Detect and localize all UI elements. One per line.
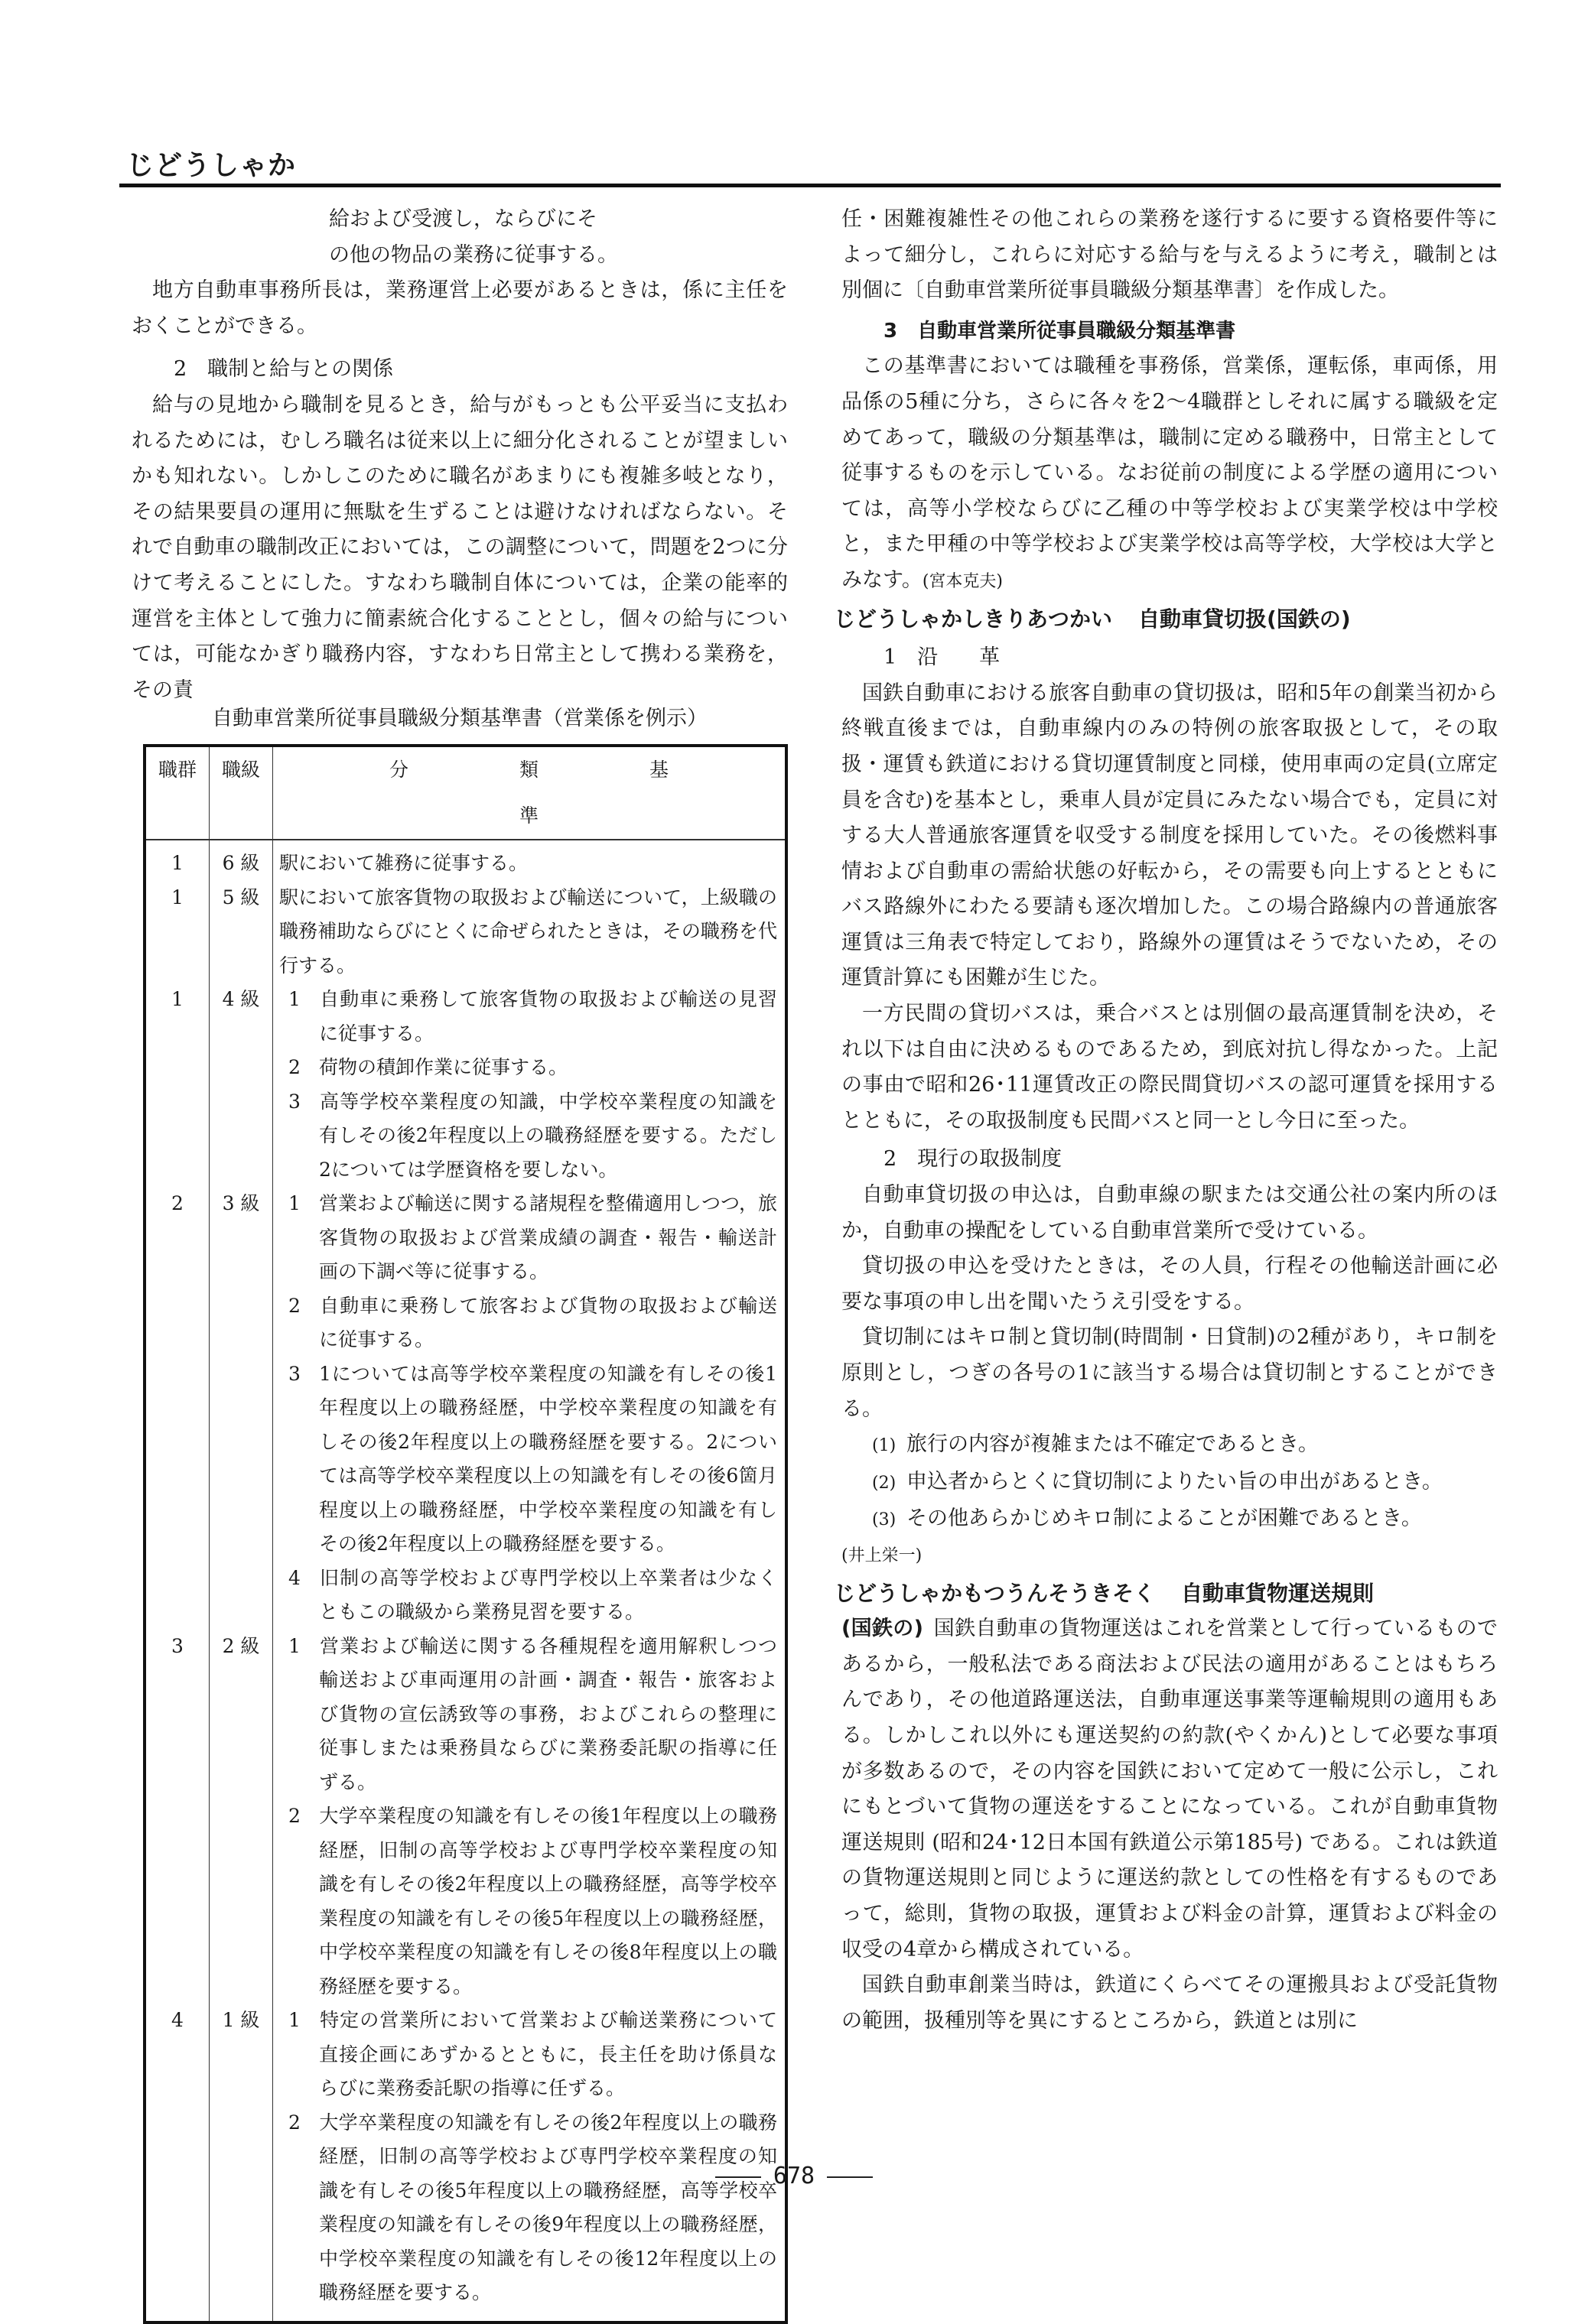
criteria-number: 2 [288, 1805, 301, 1827]
right-column [834, 202, 1498, 2039]
paragraph: 給与の見地から職制を見るとき，給与がもっとも公平妥当に支払われるためには，むしろ職名は従来以上に細分化されることが望ましいかも知れない。しかしこのために職名があまりにも複雑多岐となり，その結果要員の運用に無駄を生ずることは避けなければならない。それで自動車の職制改正においては，この調整について，問題を2つに分けて考えることにした。すなわち職制自体については，企業の能率的運営を主体として強力に簡素統合化することとし，個々の給与については，可能なかぎり職務内容，すなわち日常主として携わる業務を，その責 [132, 392, 788, 702]
table-row [145, 983, 786, 1187]
page-number [0, 2163, 1588, 2189]
criteria-text: 駅において雑務に従事する。 [279, 852, 529, 874]
page-number-text: 678 [773, 2163, 815, 2189]
cell-criteria [273, 1630, 787, 2004]
cell-criteria [273, 840, 787, 881]
list-item [841, 1464, 1498, 1502]
entry-keyword: 自動車貨物運送規則 [1181, 1580, 1375, 1606]
criteria-item [279, 1051, 777, 1085]
cell-group: 1 [145, 983, 210, 1187]
criteria-item [279, 1187, 777, 1289]
criteria-text: 営業および輸送に関する諸規程を整備適用しつつ，旅客貨物の取扱および営業成績の調査・報告・輸送計画の下調べ等に従事する。 [319, 1192, 778, 1282]
dash-rule [827, 2176, 873, 2178]
continued-line-1: 給および受渡し，ならびにそ [329, 207, 597, 231]
criteria-text: 営業および輸送に関する各種規程を適用解釈しつつ輸送および車両運用の計画・調査・報告・旅客および貨物の宣伝誘致等の事務，およびこれらの整理に従事しまたは乗務員ならびに業務委託駅の指導に任ずる。 [319, 1634, 777, 1793]
continued-line-2: の他の物品の業務に従事する。 [329, 242, 618, 267]
criteria-number: 4 [288, 1566, 301, 1589]
list-item [841, 1427, 1498, 1464]
criteria-item [279, 1085, 777, 1188]
section-heading: 2 職制と給与との関係 [174, 357, 394, 382]
entry-keyword: 自動車貸切扱(国鉄の) [1138, 606, 1351, 632]
criteria-text: 1については高等学校卒業程度の知識を有しその後1年程度以上の職務経歴，中学校卒業程度の知識を有しその後2年程度以上の職務経歴を要する。2については高等学校卒業程度以上の知識を有しその後6箇月程度以上の職務経歴，中学校卒業程度の知識を有しその後2年程度以上の職務経歴を要する。 [319, 1362, 777, 1555]
dictionary-entry-heading [834, 602, 1498, 638]
criteria-text: 旧制の高等学校および専門学校以上卒業者は少なくともこの職級から業務見習を要する。 [319, 1566, 777, 1623]
cell-group: 1 [145, 881, 210, 983]
cell-grade: 4 級 [210, 983, 273, 1187]
cell-grade: 6 級 [210, 840, 273, 881]
criteria-item [279, 847, 777, 881]
criteria-text: 駅において旅客貨物の取扱および輸送について，上級職の職務補助ならびにとくに命ぜられたときは，その職務を代行する。 [279, 886, 777, 977]
criteria-number: 1 [288, 2009, 301, 2031]
header-criteria [273, 746, 787, 840]
table-body [145, 840, 786, 2322]
running-header: じどうしゃか [126, 150, 297, 181]
paragraph: 一方民間の貸切バスは，乗合バスとは別個の最高運賃制を決め，それ以下は自由に決めるものであるため，到底対抗し得なかった。上記の事由で昭和26･11運賃改正の際民間貸切バスの認可運賃を採用するとともに，その取扱制度も民間バスと同一とし今日に至った。 [841, 1002, 1498, 1133]
paragraph [841, 1611, 1498, 1968]
paragraph: 貸切扱の申込を受けたときは，その人員，行程その他輸送計画に必要な事項の申し出を聞いたうえ引受をする。 [841, 1254, 1498, 1314]
list-text: 旅行の内容が複雑または不確定であるとき。 [906, 1432, 1319, 1457]
criteria-number: 1 [288, 1192, 301, 1214]
paragraph: 貸切制にはキロ制と貸切制(時間制・日貸制)の2種があり，キロ制を原則とし，つぎの各号の1に該当する場合は貸切制とすることができる。 [841, 1325, 1498, 1421]
criteria-number: 2 [288, 1294, 301, 1317]
table-row [145, 1187, 786, 1630]
dictionary-entry-heading [834, 1576, 1498, 1612]
cell-grade: 1 級 [210, 2004, 273, 2322]
list-number: (2) [872, 1473, 897, 1493]
criteria-item [279, 1630, 777, 1800]
author-credit: (井上栄一) [841, 1546, 923, 1565]
paragraph-text: 国鉄自動車の貨物運送はこれを営業として行っているものであるから，一般私法である商法および民法の適用があることはもちろんであり，その他道路運送法，自動車運送事業等運輸規則の適用もある。しかしこれ以外にも運送契約の約款(やくかん)として必要な事項が多数あるので，その内容を国鉄において定めて一般に公示し，これにもとづいて貨物の運送をすることになっている。これが自動車貨物運送規則 (昭和24･12日本国有鉄道公示第185号) である。これは鉄道の貨物運送規則と同じように運送約款としての性格を有するものであって，総則，貨物の取扱，運賃および料金の計算，運賃および料金の収受の4章から構成されている。 [841, 1617, 1498, 1962]
criteria-item [279, 983, 777, 1051]
paragraph: 地方自動車事務所長は，業務運営上必要があるときは，係に主任をおくことができる。 [132, 278, 788, 338]
cell-group: 3 [145, 1630, 210, 2004]
table-row [145, 840, 786, 881]
criteria-number: 3 [288, 1362, 301, 1385]
header-grade: 職級 [210, 746, 273, 840]
subsection-heading: 2 現行の取扱制度 [883, 1147, 1062, 1172]
criteria-item [279, 881, 777, 983]
header-criteria-char: 分 [389, 759, 408, 781]
paragraph: 任・困難複雑性その他これらの業務を遂行するに要する資格要件等によって細分し，これらに対応する給与を与えるように考え，職制とは別個に〔自動車営業所従事員職級分類基準書〕を作成した。 [841, 207, 1498, 303]
cell-criteria [273, 983, 787, 1187]
paragraph: 国鉄自動車創業当時は，鉄道にくらべてその運搬具および受託貨物の範囲，扱種別等を異にするところから，鉄道とは別に [841, 1973, 1498, 2033]
subsection-heading: 1 沿 革 [883, 645, 1001, 670]
list-number: (3) [872, 1510, 897, 1530]
criteria-item [279, 1799, 777, 2004]
criteria-text: 特定の営業所において営業および輸送業務について直接企画にあずかるとともに，長主任を助け係員ならびに業務委託駅の指導に任ずる。 [319, 2009, 777, 2099]
dash-rule [715, 2176, 761, 2178]
left-column [132, 202, 788, 708]
paragraph-text: この基準書においては職種を事務係，営業係，運転係，車両係，用品係の5種に分ち，さらに各々を2～4職群としそれに属する職級を定めてあって，職級の分類基準は，職制に定める職務中，日常主として従事するものを示している。なお従前の制度による学歴の適用については，高等小学校ならびに乙種の中等学校および実業学校は中学校と，また甲種の中等学校および実業学校は高等学校，大学校は大学とみなす。 [841, 354, 1498, 592]
table-row [145, 1630, 786, 2004]
cell-grade: 2 級 [210, 1630, 273, 2004]
criteria-item [279, 1562, 777, 1630]
cell-group: 2 [145, 1187, 210, 1630]
section-heading: 3 自動車営業所従事員職級分類基準書 [883, 319, 1236, 343]
criteria-text: 自動車に乗務して旅客貨物の取扱および輸送の見習に従事する。 [319, 988, 777, 1045]
criteria-item [279, 1357, 777, 1562]
paragraph: 国鉄自動車における旅客自動車の貸切扱は，昭和5年の創業当初から終戦直後までは，自動車線内のみの特例の旅客取扱として，その取扱・運賃も鉄道における貸切運賃制度と同様，使用車両の定員(立席定員を含む)を基本とし，乗車人員が定員にみたない場合でも，定員に対する大人普通旅客運賃を収受する制度を採用していた。その後燃料事情および自動車の需給状態の好転から，その需要も向上するとともにバス路線外にわたる要請も逐次増加した。この場合路線内の普通旅客運賃は三角表で特定しており，路線外の運賃はそうでないため，その運賃計算にも困難が生じた。 [841, 681, 1498, 990]
header-criteria-char: 類 [519, 759, 539, 781]
cell-criteria [273, 881, 787, 983]
cell-group: 4 [145, 2004, 210, 2322]
criteria-text: 荷物の積卸作業に従事する。 [319, 1056, 568, 1078]
header-criteria-char: 準 [519, 804, 539, 827]
criteria-number: 1 [288, 988, 301, 1010]
criteria-item [279, 1289, 777, 1357]
table-caption: 自動車営業所従事員職級分類基準書（営業係を例示） [212, 707, 708, 730]
author-credit: (宮本克夫) [922, 571, 1004, 591]
classification-table [143, 744, 788, 2324]
criteria-item [279, 2106, 777, 2310]
criteria-text: 高等学校卒業程度の知識，中学校卒業程度の知識を有しその後2年程度以上の職務経歴を要する。ただし2については学歴資格を要しない。 [319, 1090, 777, 1181]
cell-grade: 3 級 [210, 1187, 273, 1630]
header-rule [119, 184, 1501, 187]
paragraph: 自動車貸切扱の申込は，自動車線の駅または交通公社の案内所のほか，自動車の操配をしている自動車営業所で受けている。 [841, 1183, 1498, 1243]
cell-criteria [273, 1187, 787, 1630]
criteria-number: 1 [288, 1634, 301, 1657]
list-item [841, 1501, 1498, 1539]
table-row [145, 881, 786, 983]
criteria-number: 2 [288, 1056, 301, 1078]
list-text: その他あらかじめキロ制によることが困難であるとき。 [906, 1507, 1422, 1531]
entry-headword: じどうしゃかしきりあつかい [834, 606, 1113, 632]
criteria-number: 2 [288, 2111, 301, 2134]
table-header-row [145, 746, 786, 840]
paragraph [841, 349, 1498, 600]
cell-grade: 5 級 [210, 881, 273, 983]
list-text: 申込者からとくに貸切制によりたい旨の申出があるとき。 [906, 1469, 1443, 1494]
cell-group: 1 [145, 840, 210, 881]
criteria-item [279, 2004, 777, 2106]
criteria-number: 3 [288, 1090, 301, 1113]
criteria-text: 自動車に乗務して旅客および貨物の取扱および輸送に従事する。 [319, 1294, 777, 1351]
header-group: 職群 [145, 746, 210, 840]
entry-keyword-continued: (国鉄の) [841, 1617, 923, 1641]
criteria-text: 大学卒業程度の知識を有しその後1年程度以上の職務経歴，旧制の高等学校および専門学校卒業程度の知識を有しその後2年程度以上の職務経歴，高等学校卒業程度の知識を有しその後5年程度以上の職務経歴，中学校卒業程度の知識を有しその後8年程度以上の職務経歴を要する。 [319, 1805, 777, 1997]
criteria-text: 大学卒業程度の知識を有しその後2年程度以上の職務経歴，旧制の高等学校および専門学校卒業程度の知識を有しその後5年程度以上の職務経歴，高等学校卒業程度の知識を有しその後9年程度以上の職務経歴，中学校卒業程度の知識を有しその後12年程度以上の職務経歴を要する。 [319, 2111, 777, 2303]
header-criteria-char: 基 [649, 759, 669, 781]
entry-headword: じどうしゃかもつうんそうきそく [834, 1580, 1156, 1606]
list-number: (1) [872, 1436, 897, 1456]
